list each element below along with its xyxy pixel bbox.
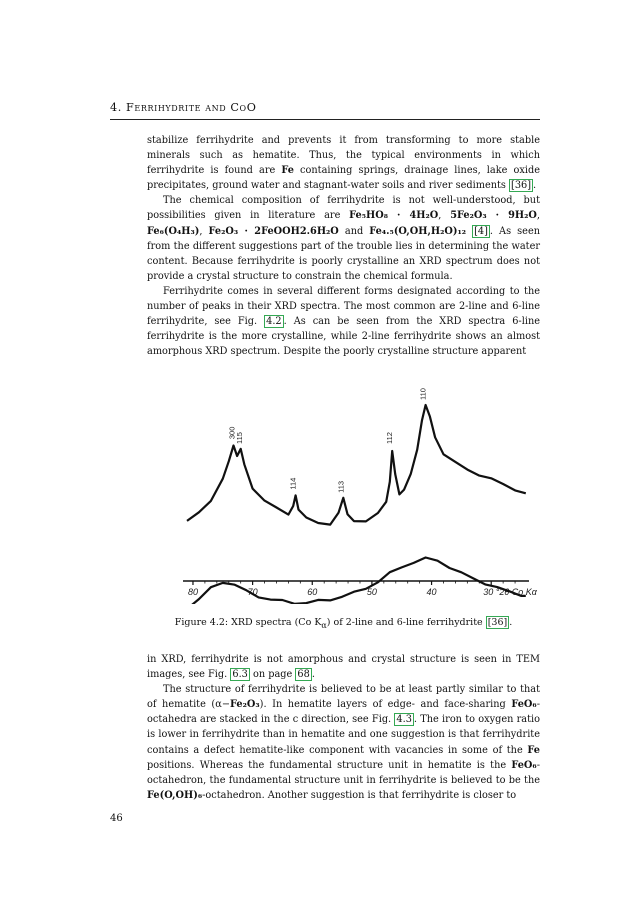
citation-link[interactable]: [36] <box>487 617 508 628</box>
period: . <box>533 180 537 192</box>
x-tick-label: 60 <box>307 587 318 597</box>
formula-2: 5Fe₂O₃ · 9H₂O <box>450 210 537 222</box>
peak-label: 113 <box>336 480 346 493</box>
caption-text: Figure 4.2: XRD spectra (Co K <box>174 617 322 628</box>
figure-reference-link[interactable]: 6.3 <box>232 669 248 681</box>
body-text-top <box>147 133 540 359</box>
peak-label: 115 <box>234 432 244 445</box>
figure-reference-link[interactable]: 4.2 <box>266 316 282 328</box>
citation-link[interactable]: [36] <box>511 180 532 192</box>
body-text-bottom <box>147 652 540 803</box>
formula-3: Fe₆(O₄H₃) <box>147 225 200 237</box>
paragraph-1 <box>147 133 540 193</box>
paragraph-4: in XRD, ferrihydrite is not amorphous and crystal structure is seen in TEM images, see Fig. 6.3 on page 68 . <box>147 654 540 681</box>
paragraph-1-text: stabilize ferrihydrite and prevents it from transforming to more stable minerals such as hematite. Thus, the typical environments in which ferrihydrite is found are <box>147 135 540 177</box>
x-tick-label: 70 <box>247 587 258 597</box>
paragraph-3 <box>147 284 540 359</box>
caption-subscript: α <box>321 620 327 630</box>
paragraph-1-text-2: containing springs, drainage lines, lake oxide precipitates, ground water and stagnant-water soils and river sediments <box>147 165 540 192</box>
header-rule <box>110 119 540 120</box>
conjunction: and <box>338 225 370 237</box>
x-tick-label: 40 <box>426 587 437 597</box>
paragraph-4-text: in XRD, ferrihydrite is not amorphous and crystal structure is seen in TEM images, see Fig. <box>147 654 540 681</box>
page-reference-link[interactable]: 68 <box>297 669 310 681</box>
peak-label: 110 <box>418 388 428 400</box>
paragraph-5: The structure of ferrihydrite is believed to be at least partly similar to that of hematite (α−Fe₂O₃). In hematite layers of edge- and face-sharing FeO₆-octahedra are stacked in the c direction, see Fig. 4.3 . The iron to oxygen ratio is lower in ferrihydrite than in hematite and one suggestion is that ferrihydrite contains a defect hematite-like component with vacancies in some of the Fe positions. Whereas the fundamental structure unit in hematite is the FeO₆-octahedron, the fundamental structure unit in ferrihydrite is believed to be the Fe(O,OH)₆-octahedron. Another suggestion is that ferrihydrite is closer to <box>147 684 540 801</box>
xrd-chart <box>147 364 540 604</box>
figure-caption <box>147 617 540 630</box>
iron-symbol: Fe <box>281 165 294 177</box>
paragraph-2-rest: . As seen from the different suggestions part of the trouble lies in determining the water content. Because ferrihydrite is poorly crystalline an XRD spectrum does not provide a crystal structure to constrain the chemical formula. <box>147 225 540 282</box>
formula-5: Fe₄.₅(O,OH,H₂O)₁₂ <box>369 225 466 237</box>
series-line-6-line <box>187 405 526 525</box>
x-tick-label: 80 <box>187 587 198 597</box>
paragraph-3-text: Ferrihydrite comes in several different forms designated according to the number of peaks in their XRD spectra. The most common are 2-line and 6-line ferrihydrite, see Fig. <box>147 285 540 328</box>
citation-link[interactable]: [4] <box>474 225 488 237</box>
peak-label: 112 <box>385 432 395 445</box>
caption-text-2: ) of 2-line and 6-line ferrihydrite <box>326 617 486 628</box>
formula-4: Fe₂O₃ · 2FeOOH2.6H₂O <box>208 225 339 237</box>
figure-reference-link[interactable]: 4.3 <box>396 714 412 726</box>
header-text <box>110 101 540 114</box>
page-number: 46 <box>110 813 123 824</box>
formula-1: Fe₅HO₈ · 4H₂O <box>349 210 439 222</box>
xrd-figure <box>147 364 540 604</box>
paragraph-3-text-2: . As can be seen from the XRD spectra 6-line ferrihydrite is the more crystalline, while 2-line ferrihydrite shows an almost amorphous XRD spectrum. Despite the poorly crystalline structure apparent <box>147 316 541 358</box>
x-tick-label: 30 °2θ Co Kα <box>483 587 537 597</box>
chapter-title: Ferrihydrite and CoO <box>126 101 257 114</box>
paragraph-2-intro: The chemical composition of ferrihydrite is not well-understood, but possibilities given in literature are <box>147 195 540 222</box>
peak-label: 300 <box>227 426 237 440</box>
x-tick-label: 50 <box>366 587 377 597</box>
peak-label: 114 <box>288 477 298 490</box>
chapter-number: 4. <box>110 101 122 114</box>
caption-period: . <box>509 617 513 628</box>
paragraph-2: The chemical composition of ferrihydrite is not well-understood, but possibilities given in literature are Fe₅HO₈ · 4H₂O, 5Fe₂O₃ · 9H₂O, Fe₆(O₄H₃), Fe₂O₃ · 2FeOOH2.6H₂O and Fe₄.₅(O,OH,H₂O)₁₂ [4] . As seen from the different suggestions part of the trouble lies in determining the water content. Because ferrihydrite is poorly crystalline an XRD spectrum does not provide a crystal structure to constrain the chemical formula. <box>147 195 541 282</box>
